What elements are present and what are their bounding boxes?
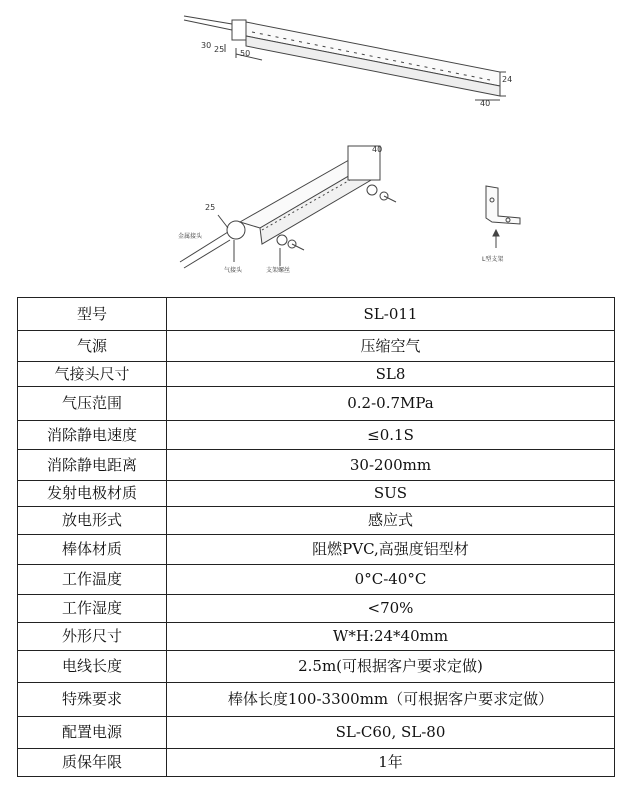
table-row xyxy=(18,331,615,362)
spec-value: 棒体长度100-3300mm（可根据客户要求定做） xyxy=(167,683,615,717)
table-row xyxy=(18,651,615,683)
table-row xyxy=(18,507,615,535)
spec-label: 棒体材质 xyxy=(18,535,167,565)
table-row xyxy=(18,481,615,507)
table-row xyxy=(18,749,615,777)
spec-value: SL8 xyxy=(167,362,615,387)
spec-value: 0°C-40°C xyxy=(167,565,615,595)
spec-value: SL-C60, SL-80 xyxy=(167,717,615,749)
dim-label: 25 xyxy=(214,45,225,54)
callout-label: L型支架 xyxy=(482,256,504,263)
table-row xyxy=(18,450,615,481)
spec-label: 外形尺寸 xyxy=(18,623,167,651)
spec-label: 气接头尺寸 xyxy=(18,362,167,387)
spec-label: 配置电源 xyxy=(18,717,167,749)
spec-label: 工作温度 xyxy=(18,565,167,595)
spec-table xyxy=(17,297,615,777)
dim-label: 30 xyxy=(201,41,212,50)
l-bracket-drawing xyxy=(486,186,520,248)
spec-label: 特殊要求 xyxy=(18,683,167,717)
ionizer-bar-top-view xyxy=(184,16,506,100)
dim-label: 40 xyxy=(372,145,383,154)
spec-value: 0.2-0.7MPa xyxy=(167,387,615,421)
dim-label: 25 xyxy=(205,203,216,212)
table-row xyxy=(18,565,615,595)
spec-label: 气源 xyxy=(18,331,167,362)
table-row xyxy=(18,535,615,565)
spec-value: ≤0.1S xyxy=(167,421,615,450)
spec-value: 阻燃PVC,高强度铝型材 xyxy=(167,535,615,565)
table-row xyxy=(18,387,615,421)
spec-label: 消除静电距离 xyxy=(18,450,167,481)
spec-value: 压缩空气 xyxy=(167,331,615,362)
spec-value: 30-200mm xyxy=(167,450,615,481)
dim-label: 24 xyxy=(502,75,513,84)
callout-label: 气接头 xyxy=(224,267,243,274)
table-row xyxy=(18,683,615,717)
spec-value: 感应式 xyxy=(167,507,615,535)
product-technical-drawing xyxy=(0,0,641,295)
table-row xyxy=(18,421,615,450)
table-row xyxy=(18,298,615,331)
dim-label: 40 xyxy=(480,99,491,108)
spec-value: <70% xyxy=(167,595,615,623)
table-row xyxy=(18,623,615,651)
spec-label: 发射电极材质 xyxy=(18,481,167,507)
spec-label: 型号 xyxy=(18,298,167,331)
table-row xyxy=(18,717,615,749)
spec-label: 电线长度 xyxy=(18,651,167,683)
callout-label: 金属接头 xyxy=(178,233,203,240)
callout-label: 支架螺丝 xyxy=(266,267,291,274)
spec-label: 放电形式 xyxy=(18,507,167,535)
spec-label: 消除静电速度 xyxy=(18,421,167,450)
spec-value: 1年 xyxy=(167,749,615,777)
spec-value: W*H:24*40mm xyxy=(167,623,615,651)
table-row xyxy=(18,362,615,387)
spec-value: SL-011 xyxy=(167,298,615,331)
spec-value: 2.5m(可根据客户要求定做) xyxy=(167,651,615,683)
dim-label: 50 xyxy=(240,49,251,58)
spec-value: SUS xyxy=(167,481,615,507)
spec-label: 气压范围 xyxy=(18,387,167,421)
spec-label: 工作湿度 xyxy=(18,595,167,623)
table-row xyxy=(18,595,615,623)
spec-label: 质保年限 xyxy=(18,749,167,777)
